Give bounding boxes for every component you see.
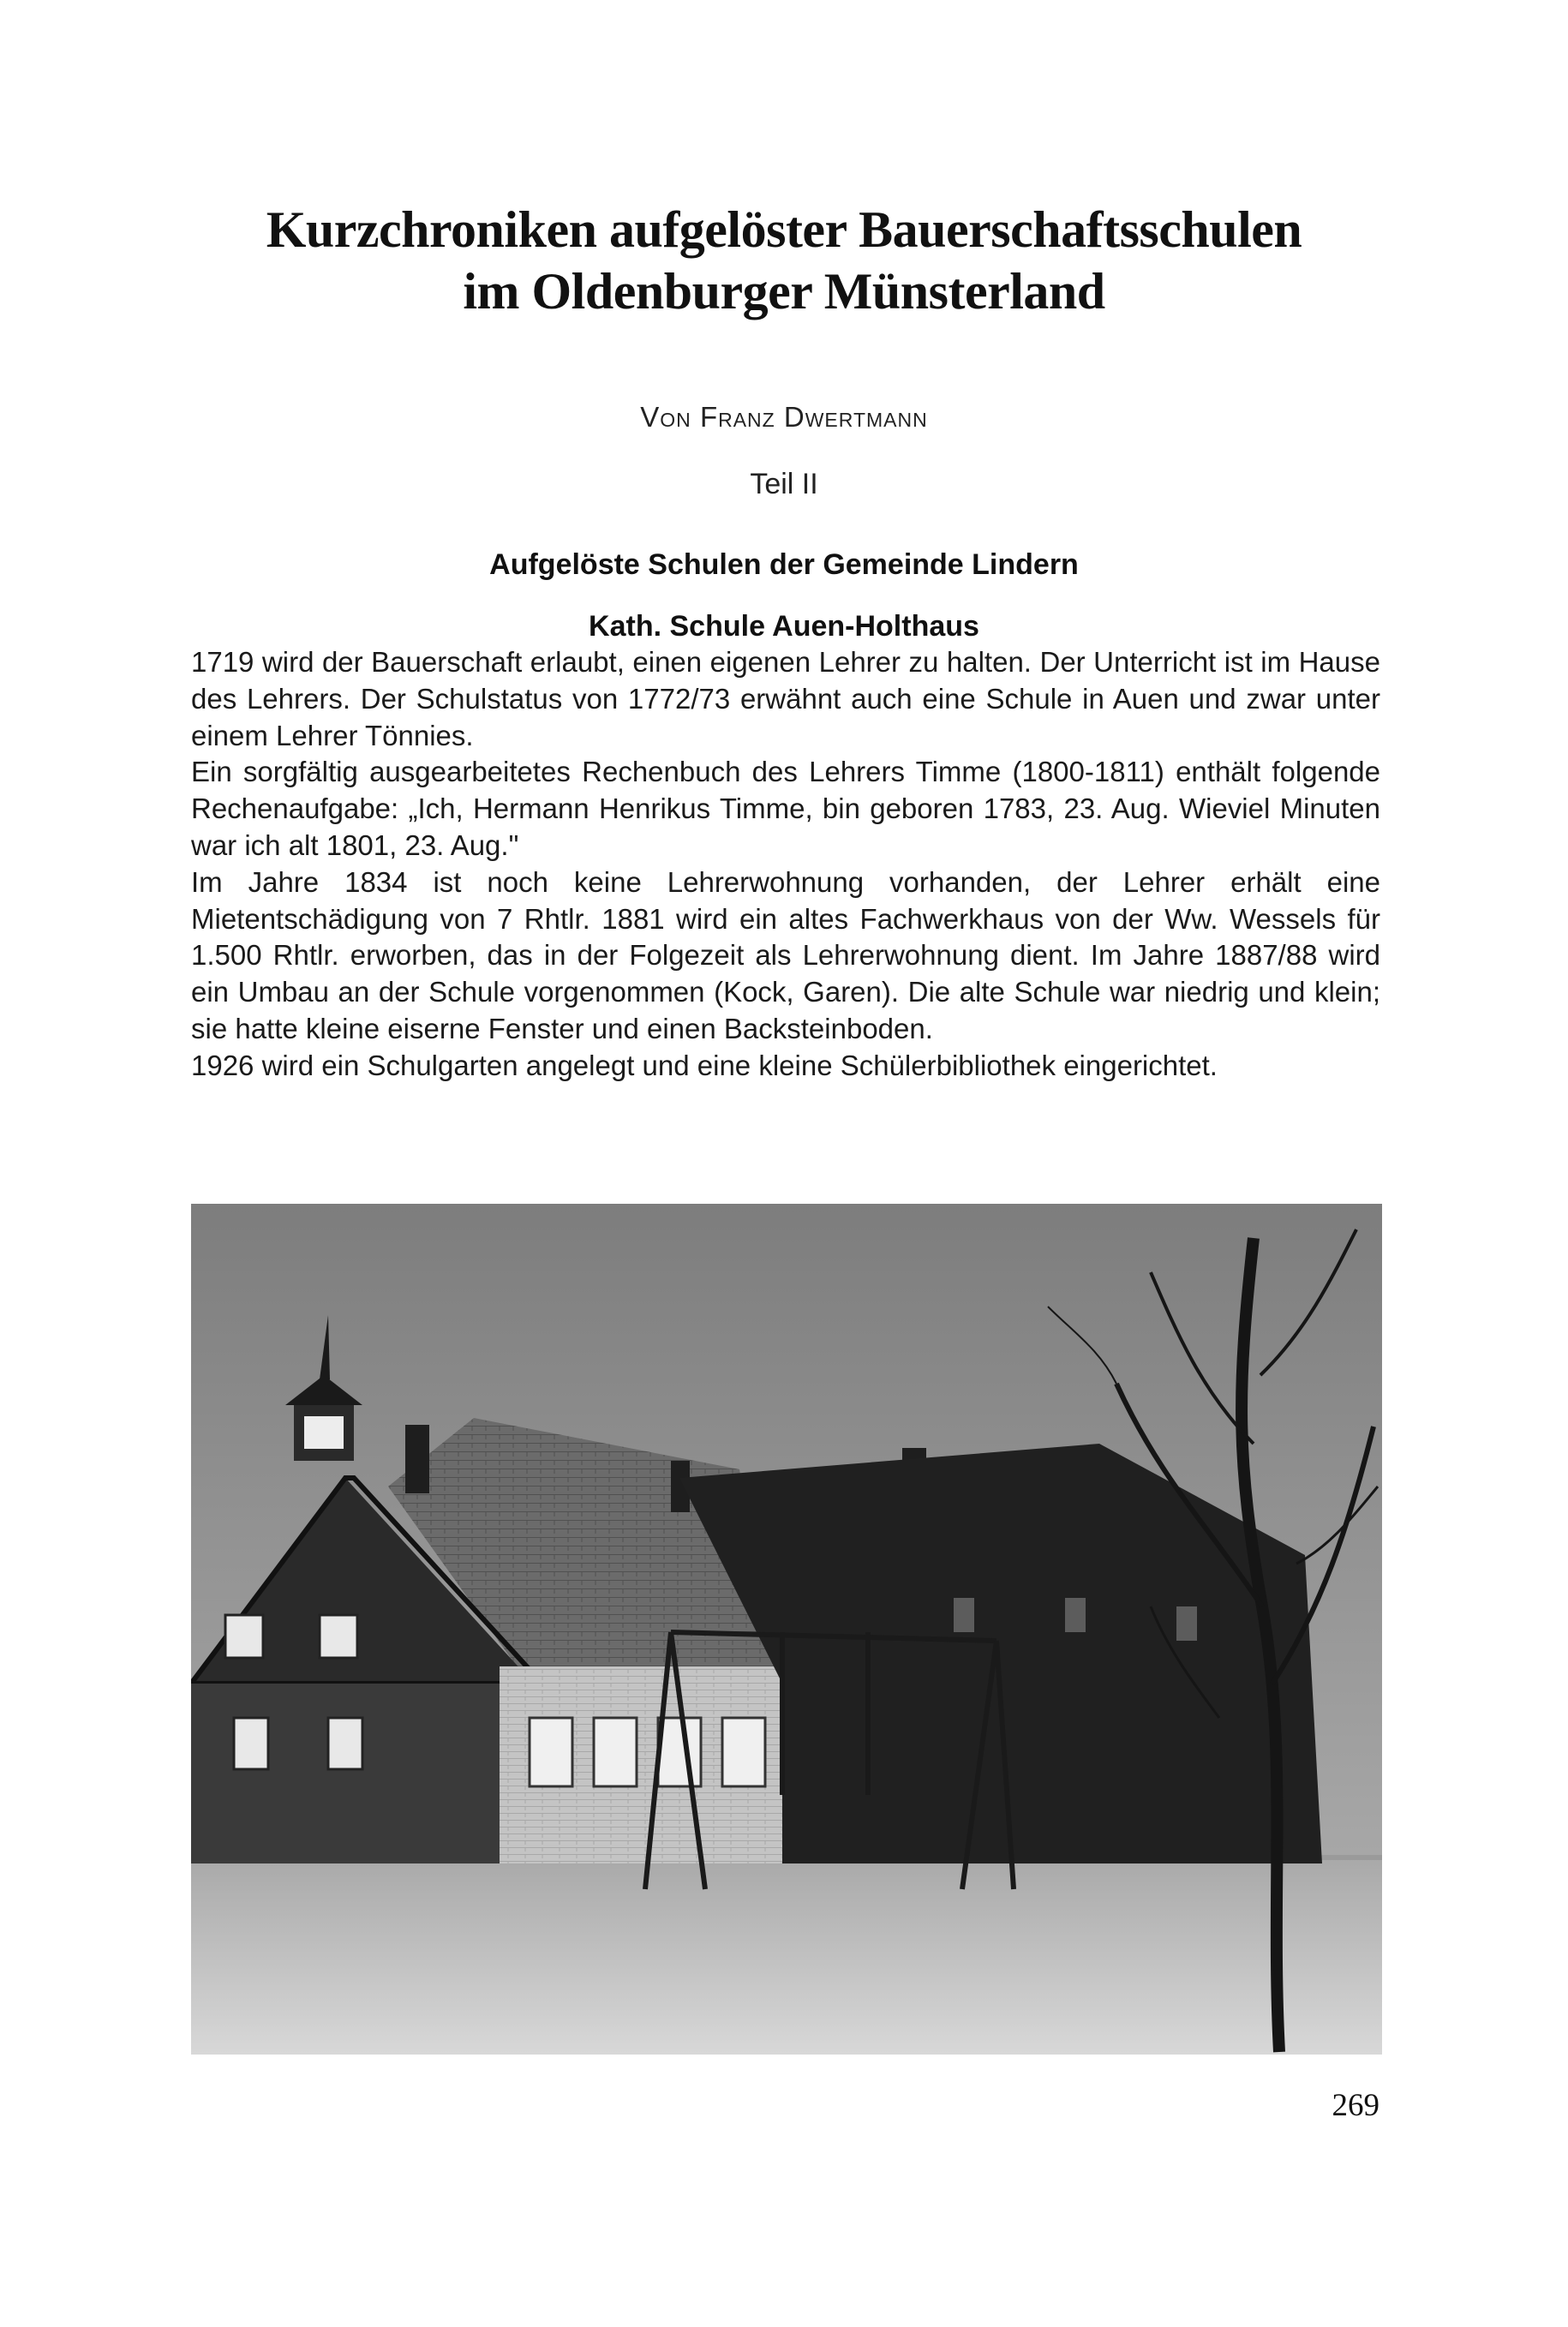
section-heading: Aufgelöste Schulen der Gemeinde Lindern xyxy=(489,548,1079,581)
page-number: 269 xyxy=(1332,2088,1379,2123)
photo-illustration xyxy=(191,1204,1382,2055)
paragraph: Im Jahre 1834 ist noch keine Lehrerwohnung vorhanden, der Lehrer erhält eine Mietentschädigung von 7 Rhtlr. 1881 wird ein altes Fachwerkhaus von der Ww. Wessels für 1.500 Rhtlr. erworben, das in der Folgezeit als Lehrerwohnung dient. Im Jahre 1887/88 wird ein Umbau an der Schule vorgenommen (Kock, Garen). Die alte Schule war niedrig und klein; sie hatte kleine eiserne Fenster und einen Backsteinboden. xyxy=(191,865,1380,1044)
article-body xyxy=(191,644,1380,1085)
paragraph: Ein sorgfältig ausgearbeitetes Rechenbuch des Lehrers Timme (1800-1811) enthält folgende Rechenaufgabe: „Ich, Hermann Henrikus Timme, bin geboren 1783, 23. Aug. Wieviel Minuten war ich alt 1801, 23. Aug." xyxy=(191,756,1380,861)
page-title xyxy=(189,199,1379,322)
title-line-2: im Oldenburger Münsterland xyxy=(463,263,1105,320)
part-label: Teil II xyxy=(750,468,818,500)
paragraph: 1719 wird der Bauerschaft erlaubt, einen eigenen Lehrer zu halten. Der Unterricht ist im Hause des Lehrers. Der Schulstatus von 1772/73 erwähnt auch eine Schule in Auen und zwar unter einem Lehrer Tönnies. xyxy=(191,646,1380,751)
subsection-heading: Kath. Schule Auen-Holthaus xyxy=(589,610,979,643)
title-line-1: Kurzchroniken aufgelöster Bauerschaftsschulen xyxy=(266,201,1302,258)
paragraph: 1926 wird ein Schulgarten angelegt und eine kleine Schülerbibliothek eingerichtet. xyxy=(191,1049,1218,1081)
school-building-photo xyxy=(191,1204,1382,2055)
author-byline: Von Franz Dwertmann xyxy=(640,401,928,433)
